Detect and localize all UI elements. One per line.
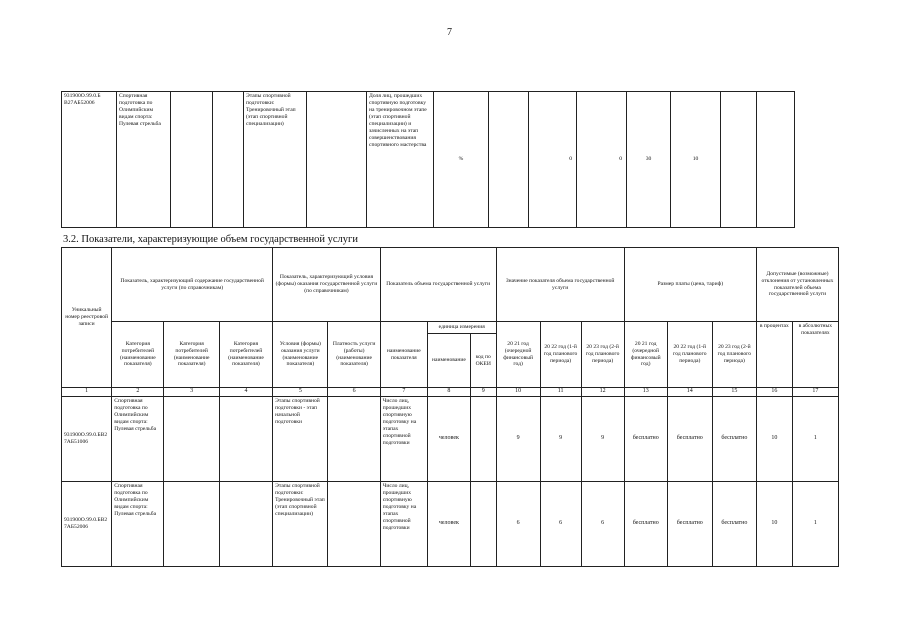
volume-indicator-table	[61, 247, 839, 567]
fee-cell: бесплатно	[624, 482, 667, 567]
value-cell: 6	[581, 482, 624, 567]
value-cell: 0	[529, 92, 577, 228]
absolute-header: в абсолютных показателях	[792, 322, 838, 388]
fee-cell: бесплатно	[624, 397, 667, 482]
category-header: Категория потребителей (наименование показателя)	[164, 322, 219, 388]
column-number: 3	[164, 388, 219, 397]
stage-cell: Этапы спортивной подготовки: Тренировочный этап (этап спортивной специализации)	[244, 92, 307, 228]
registry-code: 931900О.99.0.БВ27АБ52006	[62, 482, 112, 567]
column-number: 8	[427, 388, 470, 397]
volume-value-header: Значение показателя объема государственной услуги	[496, 248, 624, 322]
column-number: 10	[496, 388, 540, 397]
fee-year-header: 20 22 год (1-й год планового периода)	[667, 322, 712, 388]
column-number: 13	[624, 388, 667, 397]
unit-cell: %	[434, 92, 489, 228]
unit-cell: человек	[427, 397, 470, 482]
indicator-name-header: наименование показателя	[380, 322, 427, 388]
paid-header: Платность услуги (работы) (наименование показателя)	[328, 322, 380, 388]
column-number: 14	[667, 388, 712, 397]
sport-cell: Спортивная подготовка по Олимпийским видам спорта: Пулевая стрельба	[112, 397, 164, 482]
content-header: Показатель, характеризующий содержание государственной услуги (по справочникам)	[112, 248, 273, 322]
value-cell: 9	[581, 397, 624, 482]
okei-header: код по ОКЕИ	[470, 334, 496, 388]
unit-measure-header: единица измерения	[427, 322, 496, 334]
empty-cell	[164, 397, 219, 482]
category-header: Категория потребителей (наименование показателя)	[219, 322, 272, 388]
column-number: 4	[219, 388, 272, 397]
fee-cell: бесплатно	[712, 397, 756, 482]
empty-cell	[470, 397, 496, 482]
year-header: 20 23 год (2-й год планового периода)	[581, 322, 624, 388]
section-title: 3.2. Показатели, характеризующие объем государственной услуги	[63, 234, 358, 245]
sport-cell: Спортивная подготовка по Олимпийским видам спорта: Пулевая стрельба	[117, 92, 171, 228]
fee-year-header: 20 21 год (очередной финансовый год)	[624, 322, 667, 388]
table-row	[62, 92, 795, 228]
column-number: 7	[380, 388, 427, 397]
empty-cell	[470, 482, 496, 567]
category-header: Категория потребителей (наименование показателя)	[112, 322, 164, 388]
column-number: 15	[712, 388, 756, 397]
percent-cell: 10	[756, 397, 792, 482]
column-number: 17	[792, 388, 838, 397]
value-cell: 9	[496, 397, 540, 482]
absolute-cell: 1	[792, 482, 838, 567]
fee-header: Размер платы (цена, тариф)	[624, 248, 756, 322]
value-cell: 9	[540, 397, 581, 482]
deviation-header: Допустимые (возможные) отклонения от установленных показателей объема государственной услуги	[756, 248, 838, 322]
volume-header: Показатель объема государственной услуги	[380, 248, 496, 322]
table-row	[62, 397, 839, 482]
header-row	[62, 322, 839, 334]
quality-indicator-table-continuation	[61, 91, 795, 228]
registry-code: 931900О.99.0.Б В27АБ52006	[62, 92, 117, 228]
absolute-cell: 1	[792, 397, 838, 482]
column-number: 2	[112, 388, 164, 397]
empty-cell	[164, 482, 219, 567]
unit-cell: человек	[427, 482, 470, 567]
indicator-cell: Число лиц, прошедших спортивную подготовку на этапах спортивной подготовки	[380, 397, 427, 482]
fee-cell: бесплатно	[667, 482, 712, 567]
stage-cell: Этапы спортивной подготовки - этап начальной подготовки	[273, 397, 328, 482]
value-cell: 6	[540, 482, 581, 567]
value-cell: 6	[496, 482, 540, 567]
value-cell: 10	[671, 92, 721, 228]
column-number: 1	[62, 388, 112, 397]
year-header: 20 22 год (1-й год планового периода)	[540, 322, 581, 388]
table-row	[62, 482, 839, 567]
unique-number-header: Уникальный номер реестровой записи	[62, 248, 112, 388]
column-number: 5	[273, 388, 328, 397]
sport-cell: Спортивная подготовка по Олимпийским видам спорта: Пулевая стрельба	[112, 482, 164, 567]
conditions-header: Показатель, характеризующий условия (формы) оказания государственной услуги (по справочникам)	[273, 248, 381, 322]
empty-cell	[328, 482, 380, 567]
empty-cell	[219, 482, 272, 567]
stage-cell: Этапы спортивной подготовки: Тренировочный этап (этап спортивной специализации)	[273, 482, 328, 567]
percent-cell: 10	[756, 482, 792, 567]
empty-cell	[328, 397, 380, 482]
column-number: 11	[540, 388, 581, 397]
indicator-cell: Число лиц, прошедших спортивную подготовку на этапах спортивной подготовки	[380, 482, 427, 567]
percent-header: в процентах	[756, 322, 792, 388]
fee-cell: бесплатно	[712, 482, 756, 567]
empty-cell	[219, 397, 272, 482]
fee-year-header: 20 23 год (2-й год планового периода)	[712, 322, 756, 388]
year-header: 20 21 год (очередной финансовый год)	[496, 322, 540, 388]
page-number: 7	[447, 27, 452, 38]
value-cell: 30	[627, 92, 671, 228]
column-number: 16	[756, 388, 792, 397]
column-number: 9	[470, 388, 496, 397]
unit-name-header: наименование	[427, 334, 470, 388]
header-row	[62, 248, 839, 322]
indicator-cell: Доля лиц, прошедших спортивную подготовку на тренировочном этапе (этап спортивной специализации) и зачисленных на этап совершенствования спортивного мастерства	[367, 92, 434, 228]
registry-code: 931900О.99.0.БВ27АБ51006	[62, 397, 112, 482]
column-number: 12	[581, 388, 624, 397]
column-number: 6	[328, 388, 380, 397]
fee-cell: бесплатно	[667, 397, 712, 482]
column-numbers-row	[62, 388, 839, 397]
conditions-forms-header: Условия (формы) оказания услуги (наименование показателя)	[273, 322, 328, 388]
value-cell: 0	[577, 92, 627, 228]
